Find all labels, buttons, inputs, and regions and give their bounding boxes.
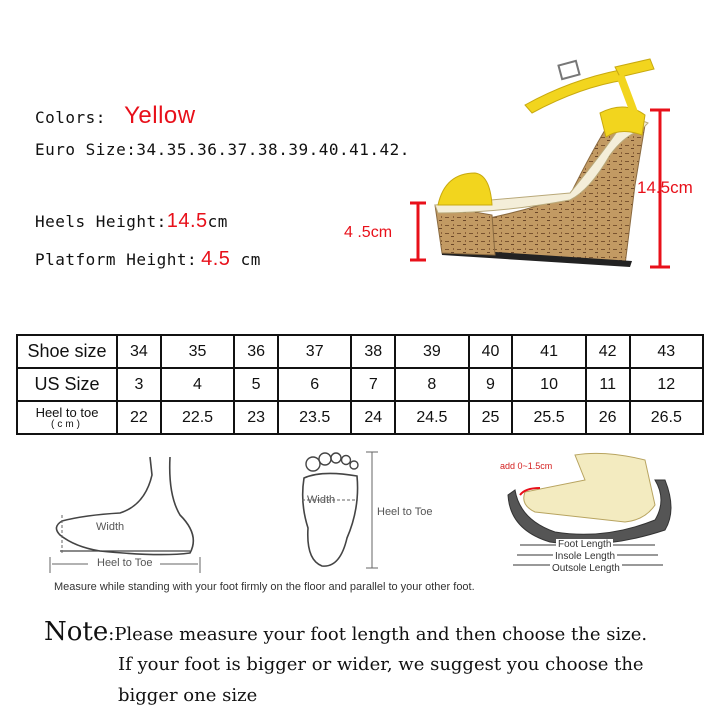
table-cell: 24 (351, 401, 395, 434)
table-cell: 12 (630, 368, 703, 401)
measure-instruction: Measure while standing with your foot firmly on the floor and parallel to your other foot. (54, 581, 475, 593)
table-cell: 41 (512, 335, 585, 368)
colors-value: Yellow (124, 102, 196, 129)
add-allowance-label: add 0~1.5cm (500, 461, 553, 471)
heels-height-label: Heels Height: (35, 212, 167, 231)
note-title: Note (44, 617, 109, 647)
colors-row (35, 102, 196, 130)
heel-to-toe-unit: (cm) (51, 418, 83, 430)
us-size-header: US Size (17, 368, 117, 401)
note-text-3: bigger one size (118, 685, 258, 706)
table-row (17, 401, 703, 434)
table-cell: 3 (117, 368, 161, 401)
note-line-1 (44, 617, 647, 647)
table-cell: 25 (469, 401, 513, 434)
table-cell: 8 (395, 368, 468, 401)
heel-to-toe-label: Heel to toe (35, 404, 99, 420)
table-cell: 24.5 (395, 401, 468, 434)
platform-height-value: 4.5 (201, 248, 231, 270)
side-width-label: Width (96, 521, 125, 533)
table-cell: 7 (351, 368, 395, 401)
euro-size-value: 34.35.36.37.38.39.40.41.42. (136, 140, 410, 159)
table-cell: 11 (586, 368, 630, 401)
platform-height-marker (408, 200, 428, 265)
shoe-size-header: Shoe size (17, 335, 117, 368)
euro-size-row (35, 140, 410, 159)
table-cell: 9 (469, 368, 513, 401)
euro-size-label: Euro Size: (35, 140, 137, 159)
note-text-2: If your foot is bigger or wider, we suggest you choose the (118, 654, 644, 675)
heels-height-value: 14.5 (166, 210, 208, 232)
table-cell: 22 (117, 401, 161, 434)
table-cell: 40 (469, 335, 513, 368)
platform-height-label: 4 .5cm (344, 224, 393, 241)
foot-length-label: Foot Length (558, 539, 612, 550)
table-cell: 25.5 (512, 401, 585, 434)
table-cell: 42 (586, 335, 630, 368)
colors-label: Colors: (35, 108, 106, 127)
table-cell: 37 (278, 335, 351, 368)
table-cell: 23.5 (278, 401, 351, 434)
table-cell: 38 (351, 335, 395, 368)
table-cell: 34 (117, 335, 161, 368)
table-cell: 4 (161, 368, 234, 401)
platform-height-unit: cm (240, 250, 261, 269)
outsole-length-label: Outsole Length (552, 563, 620, 574)
table-cell: 23 (234, 401, 278, 434)
note-text-1: :Please measure your foot length and then choose the size. (108, 624, 648, 645)
table-cell: 26 (586, 401, 630, 434)
side-heel-to-toe-label: Heel to Toe (97, 557, 153, 569)
heels-height-unit: cm (207, 212, 228, 231)
sole-width-label: Width (307, 494, 336, 506)
table-cell: 36 (234, 335, 278, 368)
insole-length-label: Insole Length (555, 551, 616, 562)
table-cell: 22.5 (161, 401, 234, 434)
table-cell: 39 (395, 335, 468, 368)
table-cell: 43 (630, 335, 703, 368)
table-cell: 10 (512, 368, 585, 401)
sole-diagram (292, 448, 387, 578)
table-cell: 35 (161, 335, 234, 368)
heel-to-toe-header (17, 401, 117, 434)
platform-height-row (35, 248, 261, 271)
table-cell: 26.5 (630, 401, 703, 434)
heels-height-row (35, 210, 228, 233)
size-chart-table (16, 334, 704, 435)
sole-heel-to-toe-label: Heel to Toe (377, 506, 433, 518)
table-row (17, 335, 703, 368)
total-height-label: 14.5cm (637, 178, 693, 197)
table-cell: 5 (234, 368, 278, 401)
table-cell: 6 (278, 368, 351, 401)
table-row (17, 368, 703, 401)
platform-height-label: Platform Height: (35, 250, 198, 269)
